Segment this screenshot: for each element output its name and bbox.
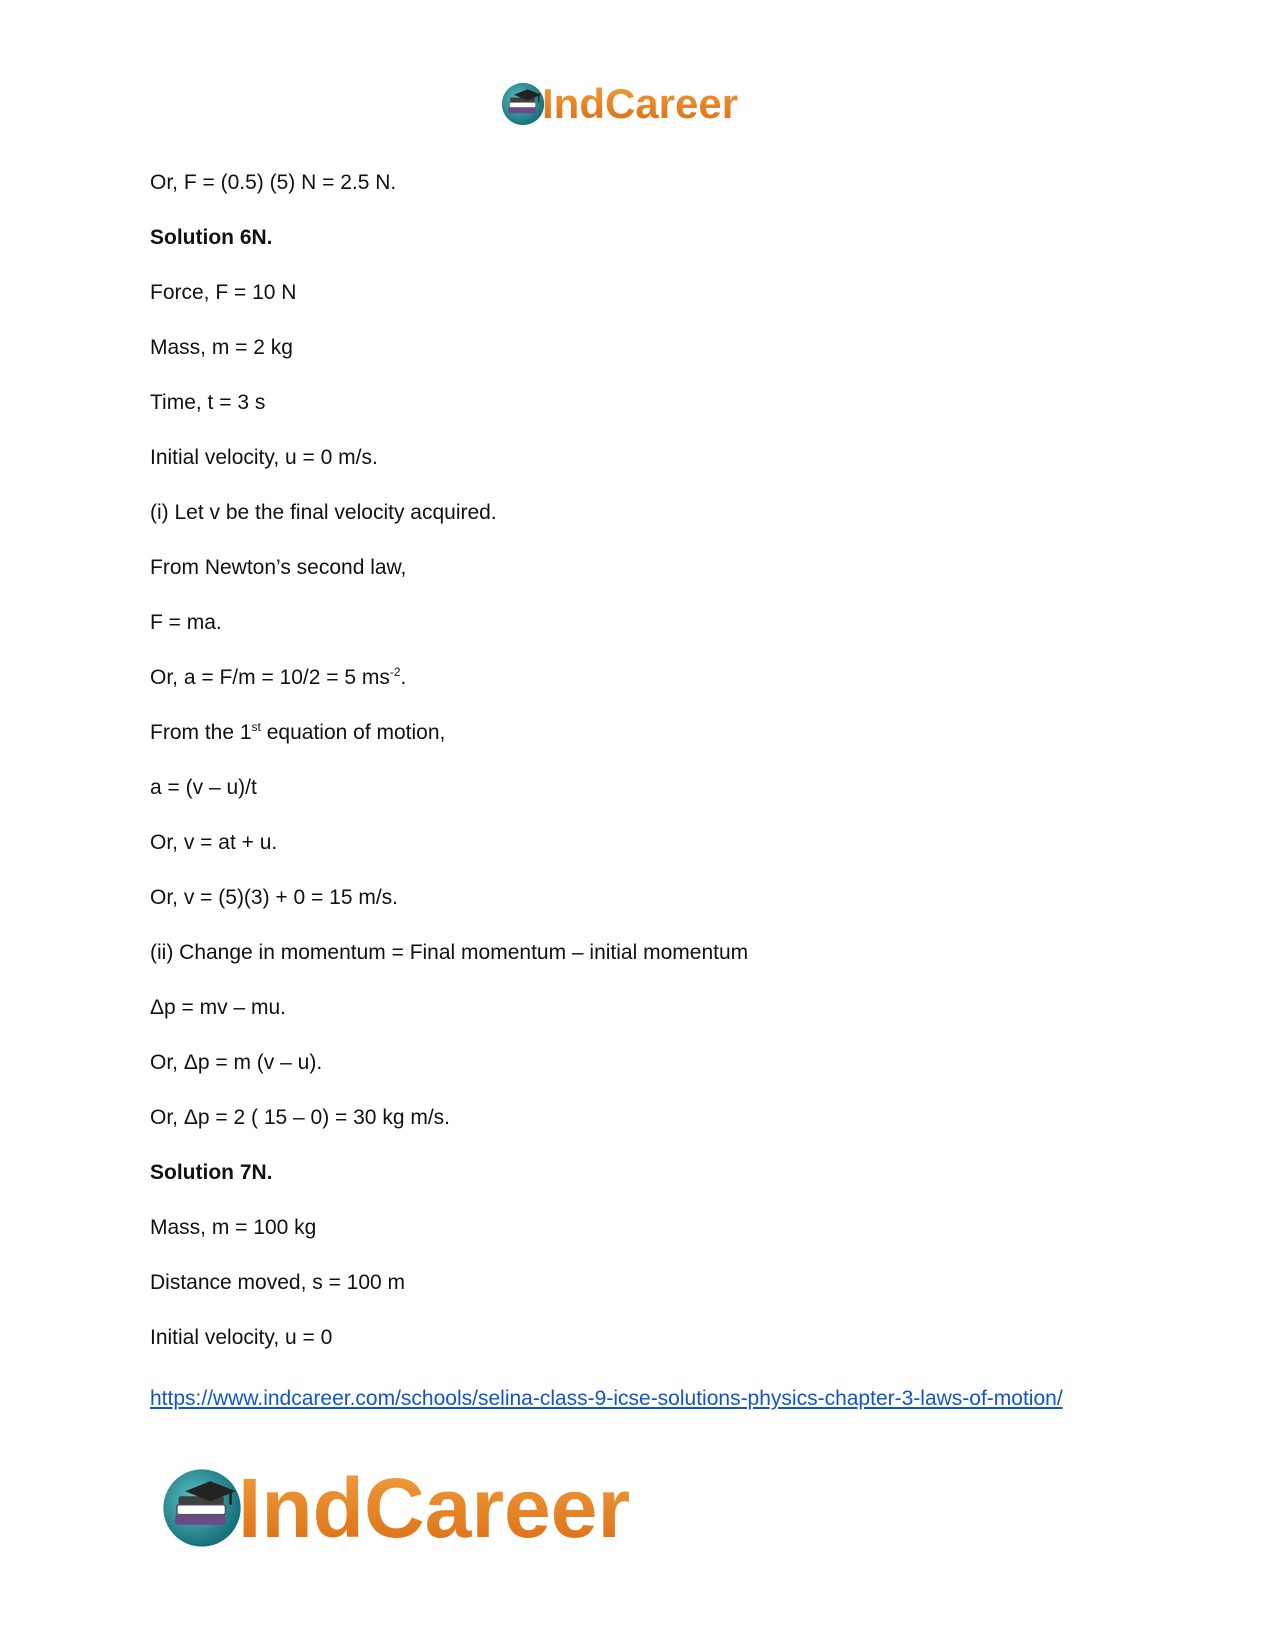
text-line: Force, F = 10 N [150,281,297,304]
text-line: From the 1st equation of motion, [150,720,446,744]
logo-book-cap-icon [500,81,546,127]
solution-heading: Solution 7N. [150,1161,273,1184]
superscript: -2 [389,665,401,679]
text-line: Distance moved, s = 100 m [150,1271,406,1294]
text-line: (ii) Change in momentum = Final momentum – initial momentum [150,941,749,964]
header-logo [500,78,738,130]
superscript: st [251,720,261,734]
text-line: Or, a = F/m = 10/2 = 5 $ms^{-2}$. [150,665,407,689]
text-line: Mass, m = 2 kg [150,336,293,359]
text-line: a = (v – u)/t [150,776,257,799]
solution-heading: Solution 6N. [150,226,273,249]
text-line: Or, Δp = m (v – u). [150,1051,323,1074]
source-link[interactable]: https://www.indcareer.com/schools/selina-class-9-icse-solutions-physics-chapter-3-laws-of-motion/ [150,1387,1063,1410]
text-line: Initial velocity, u = 0 [150,1326,333,1349]
footer-logo [160,1462,630,1554]
text-line: Δp = mv – mu. [150,996,286,1019]
logo-book-cap-icon [160,1466,244,1550]
header-logo-text: IndCareer [542,80,739,127]
footer-logo-text: IndCareer [238,1460,631,1555]
text-line: Time, t = 3 s [150,391,266,414]
text-line: Mass, m = 100 kg [150,1216,317,1239]
text-line: Or, v = at + u. [150,831,278,854]
text-line: Or, F = (0.5) (5) N = 2.5 N. [150,171,397,194]
text-line: F = ma. [150,611,222,634]
document-body [150,170,1130,1380]
text-line: (i) Let v be the final velocity acquired. [150,501,497,524]
text-line: Or, Δp = 2 ( 15 – 0) = 30 kg m/s. [150,1106,450,1129]
text-line: From Newton’s second law, [150,556,407,579]
text-line: Or, v = (5)(3) + 0 = 15 m/s. [150,886,399,909]
text-line: Initial velocity, u = 0 m/s. [150,446,378,469]
